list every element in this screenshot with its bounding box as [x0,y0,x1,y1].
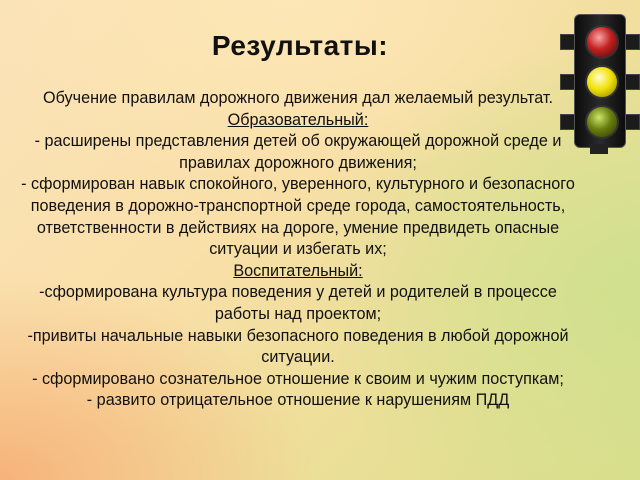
intro-text: Обучение правилам дорожного движения дал желаемый результат. [43,89,553,107]
educational-item: - сформирован навык спокойного, уверенного, культурного и безопасного поведения в дорожно-транспортной среде города, самостоятельность, ответственности в действиях на дороге, умение предвидеть опасные ситуации и избегать их; [21,175,575,259]
traffic-light-visor [624,34,640,50]
slide-title: Результаты: [211,30,389,61]
upbringing-item: - развито отрицательное отношение к нарушениям ПДД [86,391,510,410]
traffic-light-icon [560,14,640,154]
upbringing-item: -привиты начальные навыки безопасного поведения в любой дорожной ситуации. [27,326,569,367]
educational-heading: Образовательный: [227,110,369,129]
results-text [18,88,578,412]
red-lamp-icon [585,25,619,59]
educational-item: - расширены представления детей об окружающей дорожной среде и правилах дорожного движения; [34,132,562,172]
upbringing-item: - сформировано сознательное отношение к своим и чужим поступкам; [32,369,564,388]
yellow-lamp-icon [585,65,619,99]
traffic-light-housing [574,14,626,148]
upbringing-item: -сформирована культура поведения у детей и родителей в процессе работы над проектом; [39,283,557,323]
traffic-light-pole [590,144,608,154]
upbringing-heading: Воспитательный: [233,261,363,280]
traffic-light-visor [624,74,640,90]
green-lamp-icon [585,105,619,139]
traffic-light-visor [624,114,640,130]
